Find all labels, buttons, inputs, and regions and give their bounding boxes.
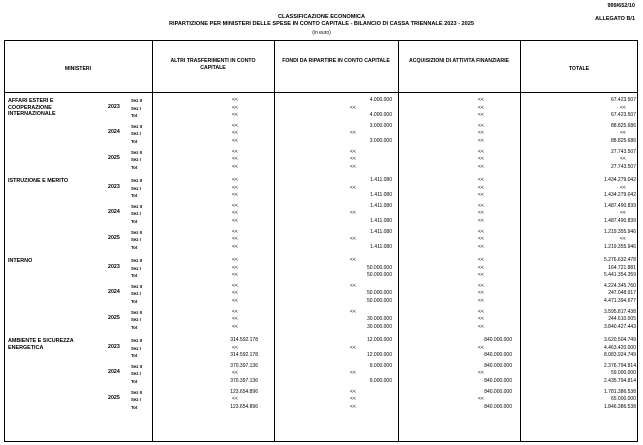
cell-fondi-da-ripartire: 4.000.000: [369, 97, 392, 103]
cell-altri-trasferimenti: <<: [232, 282, 238, 289]
section-label: Sez II: [131, 229, 142, 235]
cell-acquisizioni: <<: [478, 243, 484, 250]
cell-acquisizioni: 840.000.000: [484, 362, 512, 369]
year-label: 2023: [108, 103, 120, 110]
year-label: 2023: [108, 263, 120, 270]
section-label: Sez II: [131, 338, 142, 343]
cell-fondi-da-ripartire: 1.411.080: [370, 202, 392, 209]
cell-altri-trasferimenti: 123.654.896: [230, 403, 258, 410]
cell-acquisizioni: <<: [478, 218, 484, 224]
year-label: 2025: [108, 155, 120, 162]
cell-altri-trasferimenti: <<: [232, 163, 238, 170]
cell-fondi-da-ripartire: <<: [350, 308, 356, 315]
section-label: Sez I: [131, 237, 141, 243]
section-label: Sez I: [131, 131, 141, 137]
cell-fondi-da-ripartire: 9.000.000: [369, 378, 392, 384]
cell-acquisizioni: <<: [478, 323, 484, 330]
year-label: 2024: [108, 209, 120, 216]
cell-totale: <<: [620, 104, 626, 111]
section-label: Tot: [131, 324, 138, 330]
cell-acquisizioni: <<: [478, 290, 484, 297]
cell-altri-trasferimenti: <<: [232, 177, 238, 183]
cell-fondi-da-ripartire: <<: [350, 210, 356, 217]
section-label: Sez II: [131, 203, 142, 209]
section-label: Sez I: [131, 105, 141, 111]
column-divider: [398, 40, 399, 442]
cell-acquisizioni: <<: [478, 184, 484, 191]
cell-altri-trasferimenti: <<: [232, 298, 238, 304]
cell-acquisizioni: <<: [478, 177, 484, 183]
section-label: Tot: [131, 273, 138, 279]
cell-acquisizioni: <<: [478, 104, 484, 111]
cell-acquisizioni: <<: [478, 122, 484, 129]
cell-altri-trasferimenti: <<: [232, 184, 238, 191]
cell-fondi-da-ripartire: 9.000.000: [369, 362, 392, 369]
cell-altri-trasferimenti: <<: [232, 130, 238, 137]
cell-fondi-da-ripartire: 1.411.080: [370, 228, 392, 235]
section-label: Tot: [131, 113, 138, 119]
cell-acquisizioni: <<: [478, 264, 484, 271]
year-label: 2024: [108, 129, 120, 136]
cell-fondi-da-ripartire: 50.000.000: [366, 298, 392, 304]
cell-totale: <<: [620, 156, 626, 163]
cell-altri-trasferimenti: <<: [232, 97, 238, 103]
cell-acquisizioni: 840.000.000: [484, 378, 512, 384]
col-header-ministeri: MINISTERI: [64, 66, 92, 72]
col-header-totale: TOTALE: [568, 66, 590, 72]
section-label: Tot: [131, 299, 138, 304]
cell-altri-trasferimenti: <<: [232, 344, 238, 351]
section-label: Sez I: [131, 211, 141, 217]
cell-totale: 67.423.507: [610, 112, 636, 119]
cell-altri-trasferimenti: <<: [232, 308, 238, 315]
cell-totale: 1.219.355.946: [604, 243, 636, 250]
cell-totale: 2.376.794.814: [604, 362, 636, 369]
section-label: Sez I: [131, 371, 141, 377]
cell-totale: 2.435.794.814: [604, 378, 636, 384]
table-frame: [4, 40, 638, 442]
section-label: Sez I: [131, 185, 141, 191]
cell-fondi-da-ripartire: <<: [350, 388, 356, 395]
cell-fondi-da-ripartire: 1.411.080: [370, 192, 392, 199]
col-header-fondi-da-ripartire: FONDI DA RIPARTIRE IN CONTO CAPITALE: [282, 58, 390, 64]
section-label: Sez II: [131, 98, 142, 103]
cell-totale: 5.276.632.478: [604, 257, 636, 263]
cell-totale: 88.825.686: [610, 138, 636, 144]
cell-fondi-da-ripartire: 1.411.080: [370, 218, 392, 224]
cell-altri-trasferimenti: 314.592.178: [230, 337, 258, 343]
cell-fondi-da-ripartire: <<: [350, 104, 356, 111]
ministry-name: AMBIENTE E SICUREZZA ENERGETICA: [8, 338, 74, 351]
cell-fondi-da-ripartire: 3.000.000: [369, 138, 392, 144]
cell-fondi-da-ripartire: <<: [350, 184, 356, 191]
cell-acquisizioni: <<: [478, 272, 484, 279]
cell-acquisizioni: <<: [478, 282, 484, 289]
cell-altri-trasferimenti: <<: [232, 112, 238, 119]
cell-totale: 27.743.507: [610, 163, 636, 170]
year-label: 2024: [108, 289, 120, 296]
cell-acquisizioni: <<: [478, 344, 484, 351]
cell-acquisizioni: <<: [478, 130, 484, 137]
cell-altri-trasferimenti: <<: [232, 316, 238, 323]
cell-totale: 8.083.924.749: [604, 352, 636, 359]
cell-totale: <<: [620, 130, 626, 137]
cell-acquisizioni: <<: [478, 228, 484, 235]
cell-fondi-da-ripartire: 50.000.000: [366, 272, 392, 279]
year-label: 2023: [108, 343, 120, 350]
column-divider: [152, 40, 153, 442]
cell-altri-trasferimenti: <<: [232, 138, 238, 144]
section-label: Sez I: [131, 345, 141, 351]
ministry-name: ISTRUZIONE E MERITO: [8, 178, 69, 184]
cell-acquisizioni: <<: [478, 148, 484, 155]
cell-acquisizioni: <<: [478, 97, 484, 103]
cell-acquisizioni: <<: [478, 308, 484, 315]
cell-totale: 5.441.354.359: [604, 272, 636, 279]
cell-totale: 4.463.420.000: [604, 344, 636, 351]
cell-acquisizioni: 840.000.000: [484, 352, 512, 359]
section-label: Tot: [131, 404, 138, 410]
cell-fondi-da-ripartire: 4.000.000: [369, 112, 392, 119]
document-reference: 999/652/10: [607, 3, 635, 9]
cell-totale: 88.825.686: [610, 122, 636, 129]
header-title: RIPARTIZIONE PER MINISTERI DELLE SPESE IN CONTO CAPITALE - BILANCIO DI CASSA TRIENNALE 2023 - 2025: [168, 21, 474, 27]
cell-acquisizioni: <<: [478, 192, 484, 199]
section-label: Sez I: [131, 291, 141, 297]
cell-totale: <<: [620, 184, 626, 191]
section-label: Tot: [131, 219, 138, 224]
section-label: Tot: [131, 193, 138, 199]
cell-altri-trasferimenti: <<: [232, 257, 238, 263]
cell-fondi-da-ripartire: 30.000.000: [366, 323, 392, 330]
cell-fondi-da-ripartire: <<: [350, 396, 356, 403]
header-classification: CLASSIFICAZIONE ECONOMICA: [277, 14, 365, 20]
cell-fondi-da-ripartire: 50.000.000: [366, 290, 392, 297]
section-label: Sez I: [131, 317, 141, 323]
cell-fondi-da-ripartire: <<: [350, 148, 356, 155]
cell-acquisizioni: <<: [478, 316, 484, 323]
section-label: Sez II: [131, 258, 142, 263]
cell-totale: 1.434.279.042: [604, 177, 636, 183]
ministry-name: AFFARI ESTERI E COOPERAZIONE INTERNAZIONALE: [8, 98, 56, 117]
section-label: Sez I: [131, 265, 141, 271]
section-label: Tot: [131, 164, 138, 170]
cell-acquisizioni: <<: [478, 156, 484, 163]
cell-fondi-da-ripartire: <<: [350, 163, 356, 170]
cell-fondi-da-ripartire: 50.000.000: [366, 264, 392, 271]
section-label: Sez II: [131, 149, 142, 155]
cell-altri-trasferimenti: <<: [232, 370, 238, 377]
cell-totale: 3.840.427.443: [604, 323, 636, 330]
cell-altri-trasferimenti: <<: [232, 210, 238, 217]
cell-totale: 1.487.490.839: [604, 202, 636, 209]
cell-altri-trasferimenti: <<: [232, 192, 238, 199]
cell-altri-trasferimenti: <<: [232, 104, 238, 111]
cell-fondi-da-ripartire: <<: [350, 257, 356, 263]
cell-acquisizioni: 840.000.000: [484, 388, 512, 395]
cell-totale: 67.423.507: [610, 97, 636, 103]
section-label: Tot: [131, 244, 138, 250]
cell-fondi-da-ripartire: <<: [350, 156, 356, 163]
column-divider: [274, 40, 275, 442]
cell-altri-trasferimenti: <<: [232, 156, 238, 163]
cell-altri-trasferimenti: <<: [232, 228, 238, 235]
header-divider: [4, 92, 638, 93]
cell-acquisizioni: <<: [478, 236, 484, 243]
cell-fondi-da-ripartire: <<: [350, 370, 356, 377]
cell-acquisizioni: <<: [478, 202, 484, 209]
cell-acquisizioni: <<: [478, 298, 484, 304]
cell-totale: 244.610.005: [608, 316, 636, 323]
cell-fondi-da-ripartire: <<: [350, 236, 356, 243]
cell-totale: 1.219.355.946: [604, 228, 636, 235]
cell-altri-trasferimenti: 370.397.136: [230, 378, 258, 384]
section-label: Sez II: [131, 123, 142, 129]
cell-totale: 3.620.504.749: [604, 337, 636, 343]
section-label: Sez I: [131, 397, 141, 403]
cell-acquisizioni: <<: [478, 163, 484, 170]
ministry-name: INTERNO: [8, 258, 33, 264]
cell-acquisizioni: <<: [478, 396, 484, 403]
section-label: Tot: [131, 353, 138, 359]
cell-altri-trasferimenti: <<: [232, 122, 238, 129]
col-header-acquisizioni: ACQUISIZIONI DI ATTIVITA FINANZIARIE: [409, 58, 509, 64]
cell-altri-trasferimenti: <<: [232, 323, 238, 330]
cell-acquisizioni: <<: [478, 257, 484, 263]
section-label: Sez II: [131, 309, 142, 315]
cell-totale: 1.781.386.538: [604, 388, 636, 395]
section-label: Sez II: [131, 178, 142, 183]
cell-acquisizioni: <<: [478, 112, 484, 119]
cell-totale: 1.846.386.538: [604, 403, 636, 410]
cell-fondi-da-ripartire: 1.411.080: [370, 243, 392, 250]
cell-totale: <<: [620, 236, 626, 243]
cell-acquisizioni: <<: [478, 210, 484, 217]
year-label: 2025: [108, 395, 120, 402]
cell-altri-trasferimenti: <<: [232, 202, 238, 209]
cell-fondi-da-ripartire: <<: [350, 130, 356, 137]
cell-altri-trasferimenti: 370.397.136: [230, 362, 258, 369]
cell-altri-trasferimenti: <<: [232, 264, 238, 271]
cell-fondi-da-ripartire: 30.000.000: [366, 316, 392, 323]
cell-totale: 65.000.000: [610, 396, 636, 403]
section-label: Sez I: [131, 157, 141, 163]
cell-fondi-da-ripartire: 12.000.000: [366, 337, 392, 343]
cell-fondi-da-ripartire: <<: [350, 344, 356, 351]
section-label: Tot: [131, 139, 138, 144]
cell-totale: 1.487.490.839: [604, 218, 636, 224]
allegato-label: ALLEGATO B/1: [595, 16, 635, 22]
cell-altri-trasferimenti: 123.654.896: [230, 388, 258, 395]
cell-fondi-da-ripartire: 12.000.000: [366, 352, 392, 359]
cell-totale: 4.224.345.760: [604, 282, 636, 289]
cell-altri-trasferimenti: <<: [232, 218, 238, 224]
cell-acquisizioni: <<: [478, 138, 484, 144]
section-label: Tot: [131, 379, 138, 384]
cell-acquisizioni: 840.000.000: [484, 337, 512, 343]
cell-totale: 1.434.279.042: [604, 192, 636, 199]
year-label: 2025: [108, 315, 120, 322]
year-label: 2024: [108, 369, 120, 376]
cell-altri-trasferimenti: <<: [232, 148, 238, 155]
cell-totale: 59.000.000: [610, 370, 636, 377]
header-unit: (in euro): [312, 30, 331, 36]
year-label: 2023: [108, 183, 120, 190]
cell-altri-trasferimenti: 314.592.178: [230, 352, 258, 359]
cell-altri-trasferimenti: <<: [232, 243, 238, 250]
cell-totale: 27.743.507: [610, 148, 636, 155]
section-label: Sez II: [131, 389, 142, 395]
cell-fondi-da-ripartire: 1.411.080: [370, 177, 392, 183]
cell-totale: <<: [620, 210, 626, 217]
cell-totale: 4.471.394.677: [604, 298, 636, 304]
cell-altri-trasferimenti: <<: [232, 272, 238, 279]
cell-totale: 247.048.917: [608, 290, 636, 297]
cell-acquisizioni: <<: [478, 370, 484, 377]
column-divider: [520, 40, 521, 442]
year-label: 2025: [108, 235, 120, 242]
cell-totale: 164.721.881: [608, 264, 636, 271]
section-label: Sez II: [131, 283, 142, 289]
cell-fondi-da-ripartire: 3.000.000: [369, 122, 392, 129]
cell-altri-trasferimenti: <<: [232, 236, 238, 243]
section-label: Sez II: [131, 363, 142, 369]
cell-totale: 3.595.817.438: [604, 308, 636, 315]
cell-acquisizioni: 840.000.000: [484, 403, 512, 410]
cell-altri-trasferimenti: <<: [232, 396, 238, 403]
cell-fondi-da-ripartire: <<: [350, 403, 356, 410]
cell-altri-trasferimenti: <<: [232, 290, 238, 297]
cell-fondi-da-ripartire: <<: [350, 282, 356, 289]
col-header-altri-trasferimenti: ALTRI TRASFERIMENTI IN CONTO CAPITALE: [170, 58, 256, 71]
